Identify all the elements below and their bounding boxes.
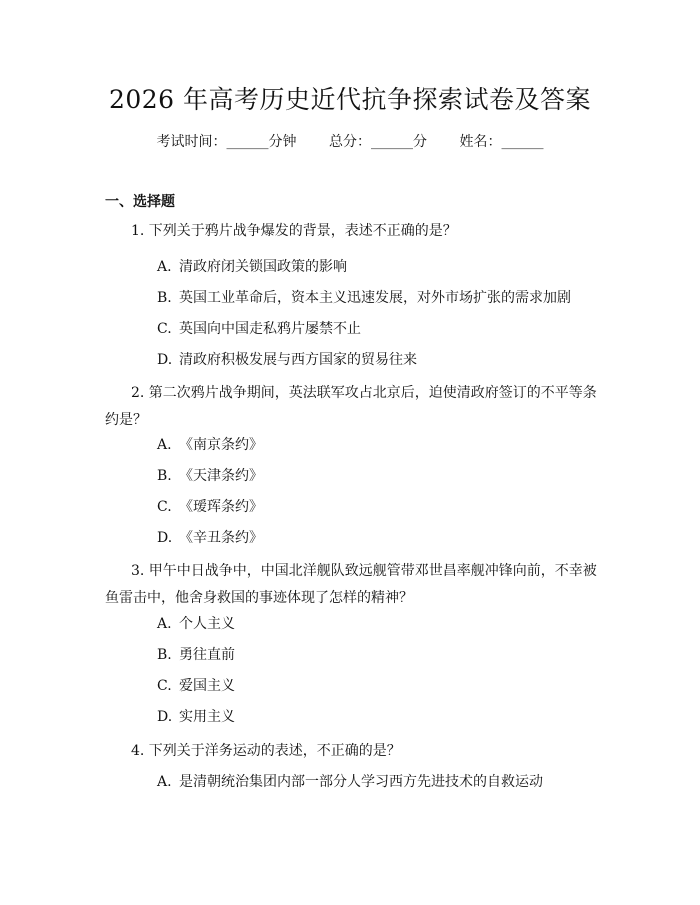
option-letter: A. [157, 259, 172, 275]
option-letter: B. [157, 468, 172, 484]
option-text: 《辛丑条约》 [179, 530, 263, 546]
option-letter: D. [157, 530, 173, 546]
question-3-option-c [157, 676, 597, 696]
option-text: 清政府闭关锁国政策的影响 [179, 259, 347, 275]
question-1-option-c [157, 319, 597, 339]
exam-title: 2026 年高考历史近代抗争探索试卷及答案 [108, 85, 592, 114]
option-text: 个人主义 [179, 616, 235, 632]
question-2-option-c [157, 497, 597, 517]
exam-meta [0, 132, 700, 152]
question-2-option-b [157, 466, 597, 486]
question-1: 1. 下列关于鸦片战争爆发的背景，表述不正确的是？ [131, 223, 457, 239]
exam-time-field: 考试时间：______分钟 [156, 134, 297, 150]
option-letter: C. [157, 499, 172, 515]
option-letter: D. [157, 709, 173, 725]
student-name-field: 姓名：______ [459, 134, 544, 150]
question-3: 3. 甲午中日战争中，中国北洋舰队致远舰管带邓世昌率舰冲锋向前，不幸被鱼雷击中，他舍身救国的事迹体现了怎样的精神？ [105, 563, 597, 606]
option-text: 《瑷珲条约》 [179, 499, 263, 515]
question-1-option-d [157, 350, 597, 370]
option-letter: A. [157, 437, 172, 453]
option-text: 英国向中国走私鸦片屡禁不止 [179, 321, 361, 337]
option-letter: A. [157, 616, 172, 632]
question-4: 4. 下列关于洋务运动的表述，不正确的是？ [131, 743, 401, 759]
question-3-option-b [157, 645, 597, 665]
question-3-option-d [157, 707, 597, 727]
section-title: 一、选择题 [105, 194, 175, 210]
option-text: 实用主义 [179, 709, 235, 725]
option-text: 勇往直前 [179, 647, 235, 663]
question-3-option-a [157, 614, 597, 634]
option-text: 爱国主义 [179, 678, 235, 694]
option-text: 英国工业革命后，资本主义迅速发展，对外市场扩张的需求加剧 [179, 290, 571, 306]
option-letter: D. [157, 352, 173, 368]
option-letter: A. [157, 774, 172, 790]
question-2-option-d [157, 528, 597, 548]
question-2-option-a [157, 435, 597, 455]
option-text: 《南京条约》 [179, 437, 263, 453]
option-letter: C. [157, 678, 172, 694]
question-1-option-b [157, 288, 597, 308]
option-text: 《天津条约》 [179, 468, 263, 484]
question-1-option-a [157, 257, 597, 277]
option-text: 清政府积极发展与西方国家的贸易往来 [179, 352, 417, 368]
option-letter: B. [157, 290, 172, 306]
question-2: 2. 第二次鸦片战争期间，英法联军攻占北京后，迫使清政府签订的不平等条约是？ [105, 385, 597, 428]
option-letter: B. [157, 647, 172, 663]
option-text: 是清朝统治集团内部一部分人学习西方先进技术的自救运动 [179, 774, 543, 790]
option-letter: C. [157, 321, 172, 337]
exam-score-field: 总分：______分 [329, 134, 427, 150]
question-4-option-a [157, 772, 597, 792]
